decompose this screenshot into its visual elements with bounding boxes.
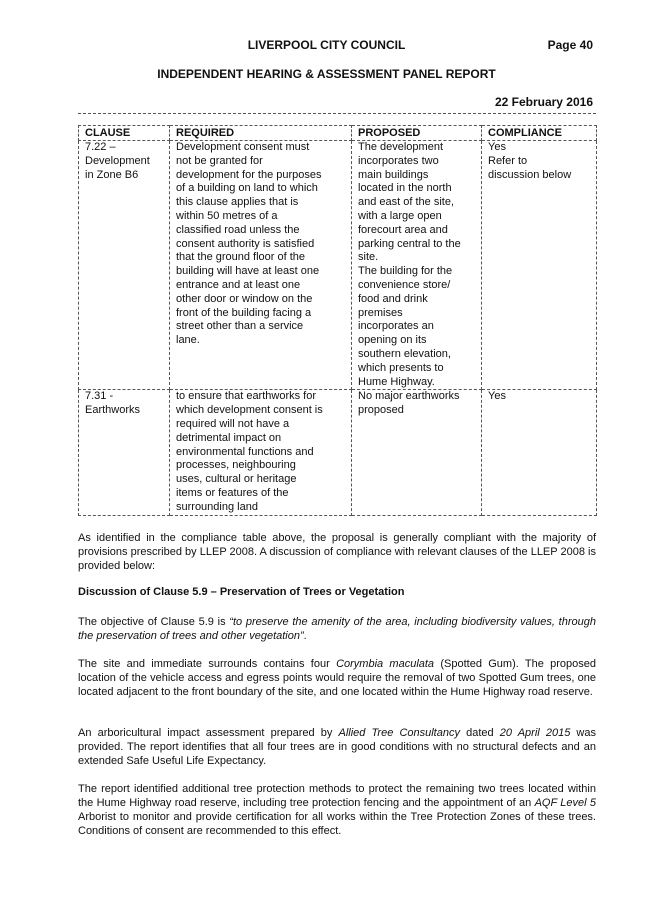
clause-cell: 7.31 - Earthworks bbox=[79, 390, 170, 515]
text-run: The objective of Clause 5.9 is bbox=[78, 616, 230, 628]
council-name: LIVERPOOL CITY COUNCIL bbox=[247, 38, 406, 52]
clause-cell: 7.22 – Development in Zone B6 bbox=[79, 141, 170, 390]
paragraph-arborist-assessment bbox=[78, 726, 596, 768]
proposed-cell: No major earthworks proposed bbox=[352, 390, 482, 515]
compliance-cell: Yes bbox=[482, 390, 597, 515]
aqf-level: AQF Level 5 bbox=[534, 797, 596, 809]
compliance-cell: Yes Refer to discussion below bbox=[482, 141, 597, 390]
paragraph-tree-protection bbox=[78, 782, 596, 838]
text-run: Arborist to monitor and provide certification for all works within the Tree Protection Zones of these trees. Conditions of consent are recommended to this effect. bbox=[78, 811, 596, 837]
table-header-row bbox=[79, 126, 597, 141]
assessment-date: 20 April 2015 bbox=[499, 727, 571, 739]
header-required: REQUIRED bbox=[170, 126, 352, 141]
header-proposed: PROPOSED bbox=[352, 126, 482, 141]
species-name: Corymbia maculata bbox=[336, 658, 435, 670]
text-run: dated bbox=[459, 727, 500, 739]
text-run: (Spotted Gum). The proposed location of the vehicle access and egress points would require the removal of two Spotted Gum trees, one located adjacent to the front boundary of the site, and one located within the Hume Highway road reserve. bbox=[78, 658, 596, 698]
text-run: was provided. The report identifies that all four trees are in good conditions with no structural defects and an extended Safe Useful Life Expectancy. bbox=[78, 727, 596, 767]
table-row bbox=[79, 390, 597, 515]
text-run: An arboricultural impact assessment prepared by bbox=[78, 727, 339, 739]
proposed-cell: The development incorporates two main buildings located in the north and east of the site, with a large open forecourt area and parking central to the site. The building for the convenience store/ food and drink premises incorporates an opening on its southern elevation, which presents to Hume Highway. bbox=[352, 141, 482, 390]
text-run: The site and immediate surrounds contains four bbox=[78, 658, 337, 670]
consultancy-name: Allied Tree Consultancy bbox=[338, 727, 460, 739]
paragraph-site-trees bbox=[78, 657, 596, 699]
compliance-table bbox=[78, 125, 597, 516]
header-clause: CLAUSE bbox=[79, 126, 170, 141]
report-date: 22 February 2016 bbox=[494, 95, 593, 109]
text-run: . bbox=[303, 630, 307, 642]
header-divider bbox=[78, 113, 596, 114]
paragraph-compliance-summary: As identified in the compliance table above, the proposal is generally compliant with the majority of provisions prescribed by LLEP 2008. A discussion of compliance with relevant clauses of the LLEP 2008 is provided below: bbox=[78, 532, 596, 572]
required-cell: Development consent must not be granted for development for the purposes of a building on land to which this clause applies that is within 50 metres of a classified road unless the consent authority is satisfied that the ground floor of the building will have at least one entrance and at least one other door or window on the front of the building facing a street other than a service lane. bbox=[170, 141, 352, 390]
header-compliance: COMPLIANCE bbox=[482, 126, 597, 141]
table-row bbox=[79, 141, 597, 390]
section-heading: Discussion of Clause 5.9 – Preservation of Trees or Vegetation bbox=[78, 586, 405, 598]
paragraph-clause-objective bbox=[78, 615, 596, 643]
quoted-objective: “to preserve the amenity of the area, including biodiversity values, through the preservation of trees and other vegetation” bbox=[78, 616, 596, 642]
page-number: Page 40 bbox=[547, 38, 593, 52]
required-cell: to ensure that earthworks for which development consent is required will not have a detrimental impact on environmental functions and processes, neighbouring uses, cultural or heritage items or features of the surrounding land bbox=[170, 390, 352, 515]
text-run: The report identified additional tree protection methods to protect the remaining two trees located within the Hume Highway road reserve, including tree protection fencing and the appointment of an bbox=[78, 783, 596, 809]
report-title: INDEPENDENT HEARING & ASSESSMENT PANEL REPORT bbox=[157, 67, 496, 81]
